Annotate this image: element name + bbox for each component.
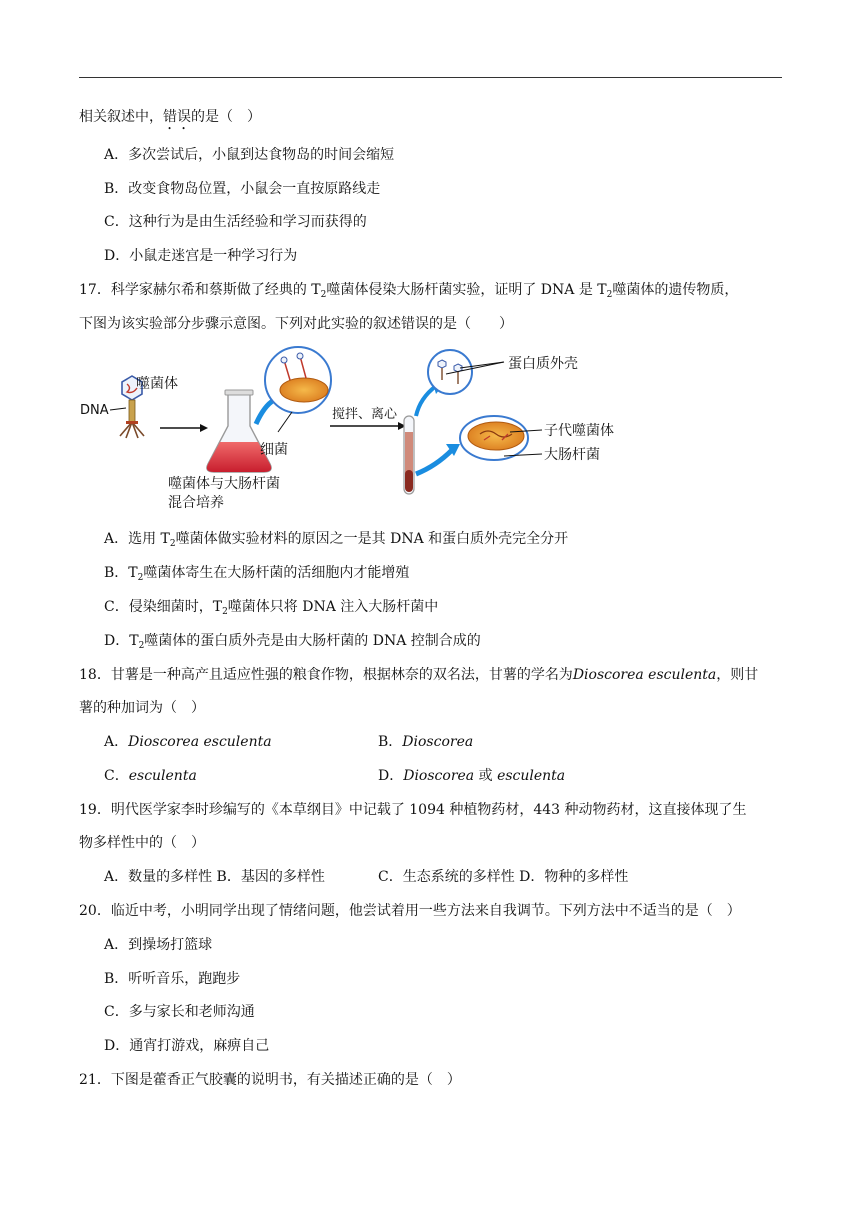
protein-shell-zoom-icon xyxy=(428,350,472,394)
q20-option-c[interactable]: C．多与家长和老师沟通 xyxy=(104,1004,255,1020)
q20-stem: 20．临近中考，小明同学出现了情绪问题，他尝试着用一些方法来自我调节。下列方法中不适当的是（ ） xyxy=(79,903,741,919)
q20-option-a[interactable]: A．到操场打篮球 xyxy=(104,937,213,953)
phage-experiment-figure xyxy=(80,346,640,516)
label-mix-line1: 噬菌体与大肠杆菌 xyxy=(168,476,280,492)
label-bacteria: 细菌 xyxy=(260,442,288,458)
label-mix-line2: 混合培养 xyxy=(168,495,224,511)
q19-options-cd[interactable]: C．生态系统的多样性 D．物种的多样性 xyxy=(378,869,629,885)
q16-option-b[interactable]: B．改变食物岛位置，小鼠会一直按原路线走 xyxy=(104,181,381,197)
q18-option-a[interactable]: A．Dioscorea esculenta xyxy=(104,734,272,750)
arrow-right-icon xyxy=(160,424,208,432)
q20-option-b[interactable]: B．听听音乐，跑跑步 xyxy=(104,971,241,987)
q17-stem-line2: 下图为该实验部分步骤示意图。下列对此实验的叙述错误的是（ ） xyxy=(79,316,513,332)
q17-stem-line1: 17．科学家赫尔希和蔡斯做了经典的 $T_2$噬菌体侵染大肠杆菌实验，证明了 DNA 是 $T_2$噬菌体的遗传物质， xyxy=(79,282,739,300)
flask-icon xyxy=(207,390,271,472)
q17-option-b[interactable]: B．$T_2$噬菌体寄生在大肠杆菌的活细胞内才能增殖 xyxy=(104,565,410,583)
q19-stem-line2: 物多样性中的（ ） xyxy=(79,835,205,851)
header-rule xyxy=(79,77,782,78)
label-step: 搅拌、离心 xyxy=(332,407,398,422)
q18-option-d[interactable]: D．Dioscorea 或 esculenta xyxy=(378,768,566,784)
label-protein-shell: 蛋白质外壳 xyxy=(508,356,578,372)
q16-option-d[interactable]: D．小鼠走迷宫是一种学习行为 xyxy=(104,248,298,264)
offspring-zoom-icon xyxy=(460,416,528,460)
label-offspring-phage: 子代噬菌体 xyxy=(544,423,614,439)
q17-option-a[interactable]: A．选用 $T_2$噬菌体做实验材料的原因之一是其 DNA 和蛋白质外壳完全分开 xyxy=(104,531,569,549)
q20-option-d[interactable]: D．通宵打游戏，麻痹自己 xyxy=(104,1038,270,1054)
q18-stem-line1: 18．甘薯是一种高产且适应性强的粮食作物，根据林奈的双名法，甘薯的学名为Dioscorea esculenta，则甘 xyxy=(79,667,759,683)
q18-stem-line2: 薯的种加词为（ ） xyxy=(79,700,205,716)
q19-stem-line1: 19．明代医学家李时珍编写的《本草纲目》中记载了 1094 种植物药材，443 种动物药材，这直接体现了生 xyxy=(79,802,747,818)
q18-option-b[interactable]: B．Dioscorea xyxy=(378,734,474,750)
label-phage: 噬菌体 xyxy=(136,376,178,392)
emphasis-text: 错误 xyxy=(163,109,191,125)
q19-options-ab[interactable]: A．数量的多样性 B．基因的多样性 xyxy=(104,869,325,885)
arrow-right-icon xyxy=(330,422,406,430)
q17-option-d[interactable]: D．$T_2$噬菌体的蛋白质外壳是由大肠杆菌的 DNA 控制合成的 xyxy=(104,633,481,651)
q16-stem: 相关叙述中，错误的是（ ） xyxy=(79,109,261,125)
q21-stem: 21．下图是藿香正气胶囊的说明书，有关描述正确的是（ ） xyxy=(79,1072,461,1088)
q16-option-c[interactable]: C．这种行为是由生活经验和学习而获得的 xyxy=(104,214,367,230)
label-dna: DNA xyxy=(80,403,109,418)
test-tube-icon xyxy=(404,416,414,494)
bacterium-zoom-icon xyxy=(256,347,331,424)
q16-option-a[interactable]: A．多次尝试后，小鼠到达食物岛的时间会缩短 xyxy=(104,147,395,163)
q18-option-c[interactable]: C．esculenta xyxy=(104,768,197,784)
q17-option-c[interactable]: C．侵染细菌时，$T_2$噬菌体只将 DNA 注入大肠杆菌中 xyxy=(104,599,439,617)
label-ecoli: 大肠杆菌 xyxy=(544,447,600,463)
